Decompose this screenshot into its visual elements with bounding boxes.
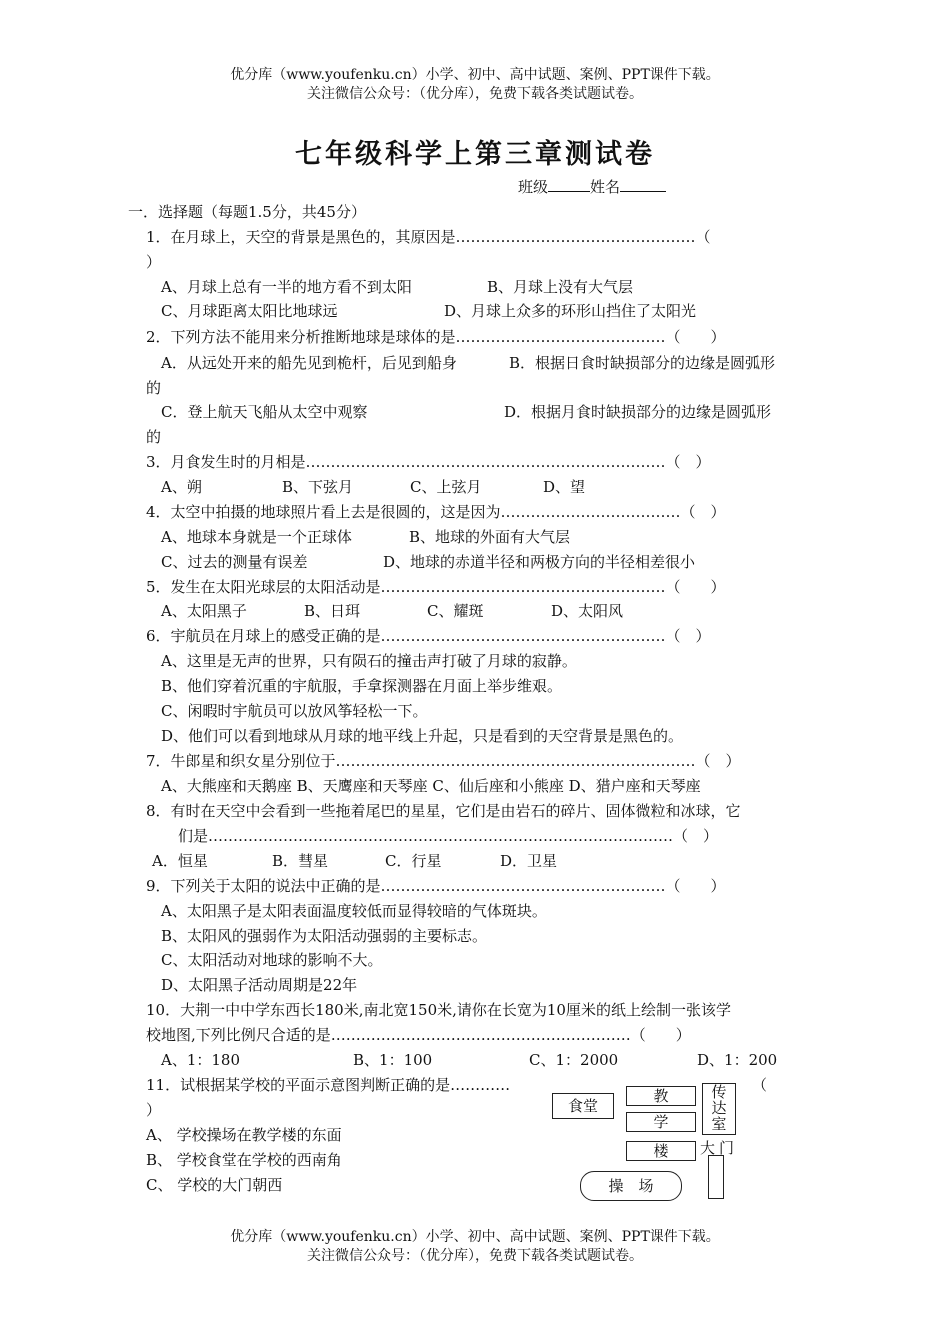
q10-option-d: D、1：200	[697, 1051, 778, 1069]
q3-option-d: D、望	[543, 478, 586, 496]
section-heading: 一．选择题（每题1.5分，共45分）	[128, 203, 366, 221]
q3-stem: 3．月食发生时的月相是………………………………………………………………（ ）	[146, 453, 711, 471]
q4-option-c: C、过去的测量有误差	[161, 553, 308, 571]
q10-option-b: B、1：100	[353, 1051, 433, 1069]
q11-stem: 11．试根据某学校的平面示意图判断正确的是…………	[146, 1076, 511, 1094]
q1-option-b: B、月球上没有大气层	[487, 278, 634, 296]
q5-option-b: B、日珥	[304, 602, 361, 620]
q10-option-a: A、1：180	[161, 1051, 241, 1069]
map-gate-label: 大门	[700, 1139, 739, 1157]
q7-stem: 7．牛郎星和织女星分别位于………………………………………………………………（ ）	[146, 752, 741, 770]
q4-option-a: A、地球本身就是一个正球体	[161, 528, 352, 546]
map-guard-room-char-2: 达	[711, 1099, 727, 1117]
map-guard-room-char-3: 室	[711, 1115, 727, 1133]
q2-option-b-wrap: 的	[146, 379, 162, 397]
q3-option-a: A、朔	[161, 478, 202, 496]
name-blank	[620, 177, 666, 192]
page-footer	[0, 1228, 950, 1266]
q8-option-a: A．恒星	[152, 852, 208, 870]
q6-option-a: A、这里是无声的世界，只有陨石的撞击声打破了月球的寂静。	[161, 652, 577, 670]
q9-option-a: A、太阳黑子是太阳表面温度较低而显得较暗的气体斑块。	[161, 902, 547, 920]
q11-option-c: C、 学校的大门朝西	[146, 1176, 283, 1194]
q2-stem: 2．下列方法不能用来分析推断地球是球体的是……………………………………（ ）	[146, 328, 726, 346]
class-label: 班级	[518, 178, 549, 196]
map-guard-room-char-1: 传	[711, 1083, 727, 1101]
q11-option-a: A、 学校操场在教学楼的东面	[146, 1126, 342, 1144]
q11-paren-close: ）	[146, 1101, 162, 1119]
map-teaching-building-2: 学	[626, 1112, 696, 1132]
q1-stem-wrap: ）	[146, 253, 162, 271]
map-teaching-building-1: 教	[626, 1086, 696, 1106]
map-guard-room	[702, 1083, 736, 1135]
q6-option-b: B、他们穿着沉重的宇航服，手拿探测器在月面上举步维艰。	[161, 677, 563, 695]
q10-stem: 10．大荆一中中学东西长180米,南北宽150米,请你在长宽为10厘米的纸上绘制一张该学	[146, 1001, 731, 1019]
q11-option-b: B、 学校食堂在学校的西南角	[146, 1151, 342, 1169]
q2-option-c: C．登上航天飞船从太空中观察	[161, 403, 368, 421]
q2-option-a: A．从远处开来的船先见到桅杆，后见到船身	[161, 354, 457, 372]
map-gate	[708, 1155, 724, 1199]
q6-option-c: C、闲暇时宇航员可以放风筝轻松一下。	[161, 702, 428, 720]
q8-stem: 8．有时在天空中会看到一些拖着尾巴的星星，它们是由岩石的碎片、固体微粒和冰球，它	[146, 802, 741, 820]
q3-option-c: C、上弦月	[410, 478, 482, 496]
q11-paren-open: （	[752, 1076, 768, 1094]
q5-option-a: A、太阳黑子	[161, 602, 247, 620]
q8-option-d: D．卫星	[500, 852, 558, 870]
page-header	[0, 66, 950, 104]
q1-option-a: A、月球上总有一半的地方看不到太阳	[161, 278, 412, 296]
q4-stem: 4．太空中拍摄的地球照片看上去是很圆的，这是因为………………………………（ ）	[146, 503, 726, 521]
q5-stem: 5．发生在太阳光球层的太阳活动是…………………………………………………（ ）	[146, 578, 726, 596]
map-canteen: 食堂	[552, 1093, 614, 1119]
q1-option-c: C、月球距离太阳比地球远	[161, 302, 338, 320]
q5-option-d: D、太阳风	[551, 602, 624, 620]
page-title: 七年级科学上第三章测试卷	[295, 139, 655, 170]
class-name-line	[518, 176, 666, 197]
header-line-2: 关注微信公众号：（优分库），免费下载各类试题试卷。	[307, 86, 643, 102]
q6-stem: 6．宇航员在月球上的感受正确的是…………………………………………………（ ）	[146, 627, 711, 645]
q1-stem: 1．在月球上，天空的背景是黑色的，其原因是…………………………………………（	[146, 228, 711, 246]
q2-option-d: D．根据月食时缺损部分的边缘是圆弧形	[504, 403, 772, 421]
q4-option-d: D、地球的赤道半径和两极方向的半径相差很小	[383, 553, 696, 571]
map-playground: 操 场	[580, 1171, 682, 1201]
footer-line-1: 优分库（www.youfenku.cn）小学、初中、高中试题、案例、PPT课件下载。	[230, 1229, 720, 1245]
q9-option-b: B、太阳风的强弱作为太阳活动强弱的主要标志。	[161, 927, 488, 945]
q2-option-b: B．根据日食时缺损部分的边缘是圆弧形	[509, 354, 776, 372]
q4-option-b: B、地球的外面有大气层	[409, 528, 571, 546]
header-line-1: 优分库（www.youfenku.cn）小学、初中、高中试题、案例、PPT课件下载。	[230, 67, 720, 83]
class-blank	[548, 177, 590, 192]
q5-option-c: C、耀斑	[427, 602, 484, 620]
q9-stem: 9．下列关于太阳的说法中正确的是…………………………………………………（ ）	[146, 877, 726, 895]
q3-option-b: B、下弦月	[282, 478, 354, 496]
q9-option-d: D、太阳黑子活动周期是22年	[161, 976, 358, 994]
q8-option-b: B．彗星	[272, 852, 329, 870]
q10-stem-wrap: 校地图,下列比例尺合适的是……………………………………………………（ ）	[146, 1026, 691, 1044]
q7-options: A、大熊座和天鹅座 B、天鹰座和天琴座 C、仙后座和小熊座 D、猎户座和天琴座	[161, 777, 701, 795]
school-map-diagram	[540, 1080, 800, 1205]
q1-option-d: D、月球上众多的环形山挡住了太阳光	[444, 302, 697, 320]
map-teaching-building-3: 楼	[626, 1141, 696, 1161]
q6-option-d: D、他们可以看到地球从月球的地平线上升起，只是看到的天空背景是黑色的。	[161, 727, 684, 745]
q8-option-c: C．行星	[385, 852, 442, 870]
q9-option-c: C、太阳活动对地球的影响不大。	[161, 951, 383, 969]
name-label: 姓名	[590, 178, 621, 196]
q10-option-c: C、1：2000	[529, 1051, 619, 1069]
q8-stem-wrap: 们是…………………………………………………………………………………（ ）	[178, 827, 719, 845]
footer-line-2: 关注微信公众号：（优分库），免费下载各类试题试卷。	[307, 1248, 643, 1264]
q2-option-d-wrap: 的	[146, 428, 162, 446]
